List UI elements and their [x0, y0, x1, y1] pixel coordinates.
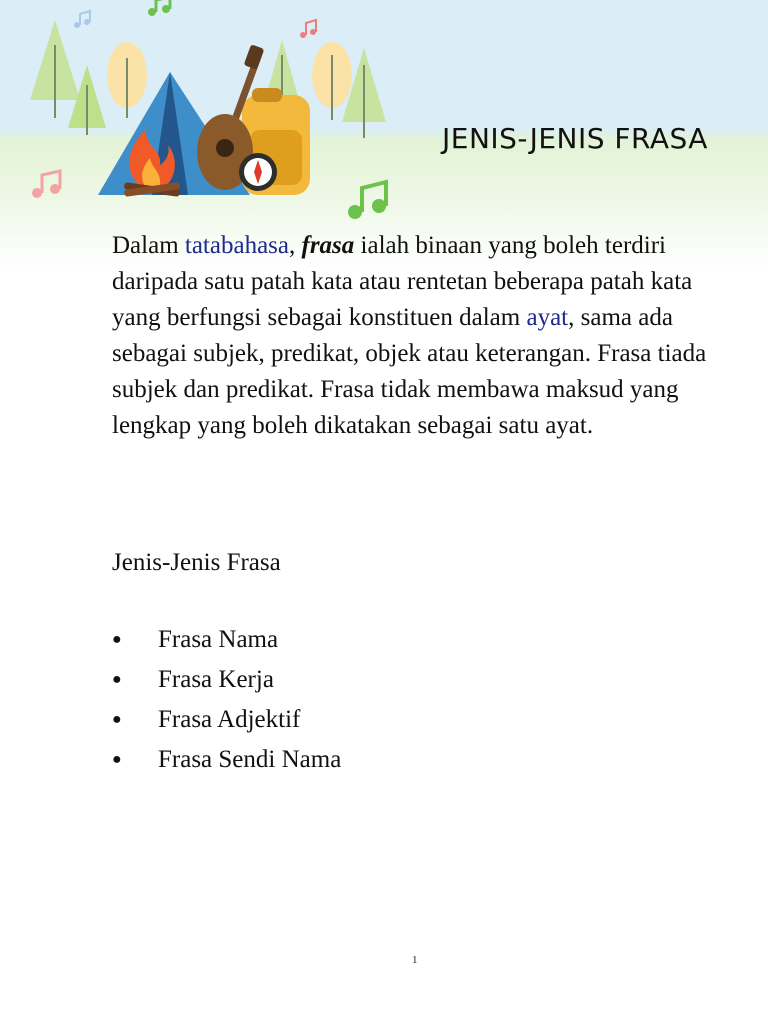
tree-icon [30, 20, 80, 118]
compass-icon [239, 153, 277, 191]
music-note-icon [32, 171, 60, 198]
term-frasa: frasa [301, 232, 355, 259]
tree-icon [312, 42, 352, 120]
intro-paragraph [112, 228, 712, 444]
music-note-icon [300, 20, 316, 38]
link-tatabahasa[interactable]: tatabahasa [184, 232, 289, 259]
camping-illustration [20, 0, 400, 225]
section-heading: Jenis-Jenis Frasa [112, 549, 281, 576]
bullet-icon: ● [112, 631, 122, 648]
list-item-text: Frasa Nama [158, 626, 279, 653]
bullet-icon: ● [112, 751, 122, 768]
page-number: 1 [412, 954, 418, 966]
paragraph-text: ialah binaan yang boleh terdiri daripada satu patah kata atau rentetan beberapa patah kata yang berfungsi sebagai konstituen dalam [112, 232, 693, 331]
paragraph-text: , sama ada sebagai subjek, predikat, objek atau keterangan. Frasa tiada subjek dan predikat. Frasa tidak membawa maksud yang lengkap yang boleh dikatakan sebagai satu ayat. [112, 304, 707, 439]
bullet-icon: ● [112, 671, 122, 688]
page-title: JENIS-JENIS FRASA [442, 122, 708, 155]
music-note-icon [74, 11, 90, 28]
link-ayat[interactable]: ayat [526, 304, 569, 331]
list-item-text: Frasa Adjektif [158, 706, 301, 733]
music-note-icon [348, 182, 386, 219]
music-note-icon [148, 0, 170, 16]
bullet-icon: ● [112, 711, 122, 728]
tree-icon [107, 42, 147, 118]
paragraph-text: Dalam [112, 232, 185, 259]
list-item-text: Frasa Kerja [158, 666, 274, 693]
list-item-text: Frasa Sendi Nama [158, 746, 342, 773]
paragraph-text: , [289, 232, 302, 259]
